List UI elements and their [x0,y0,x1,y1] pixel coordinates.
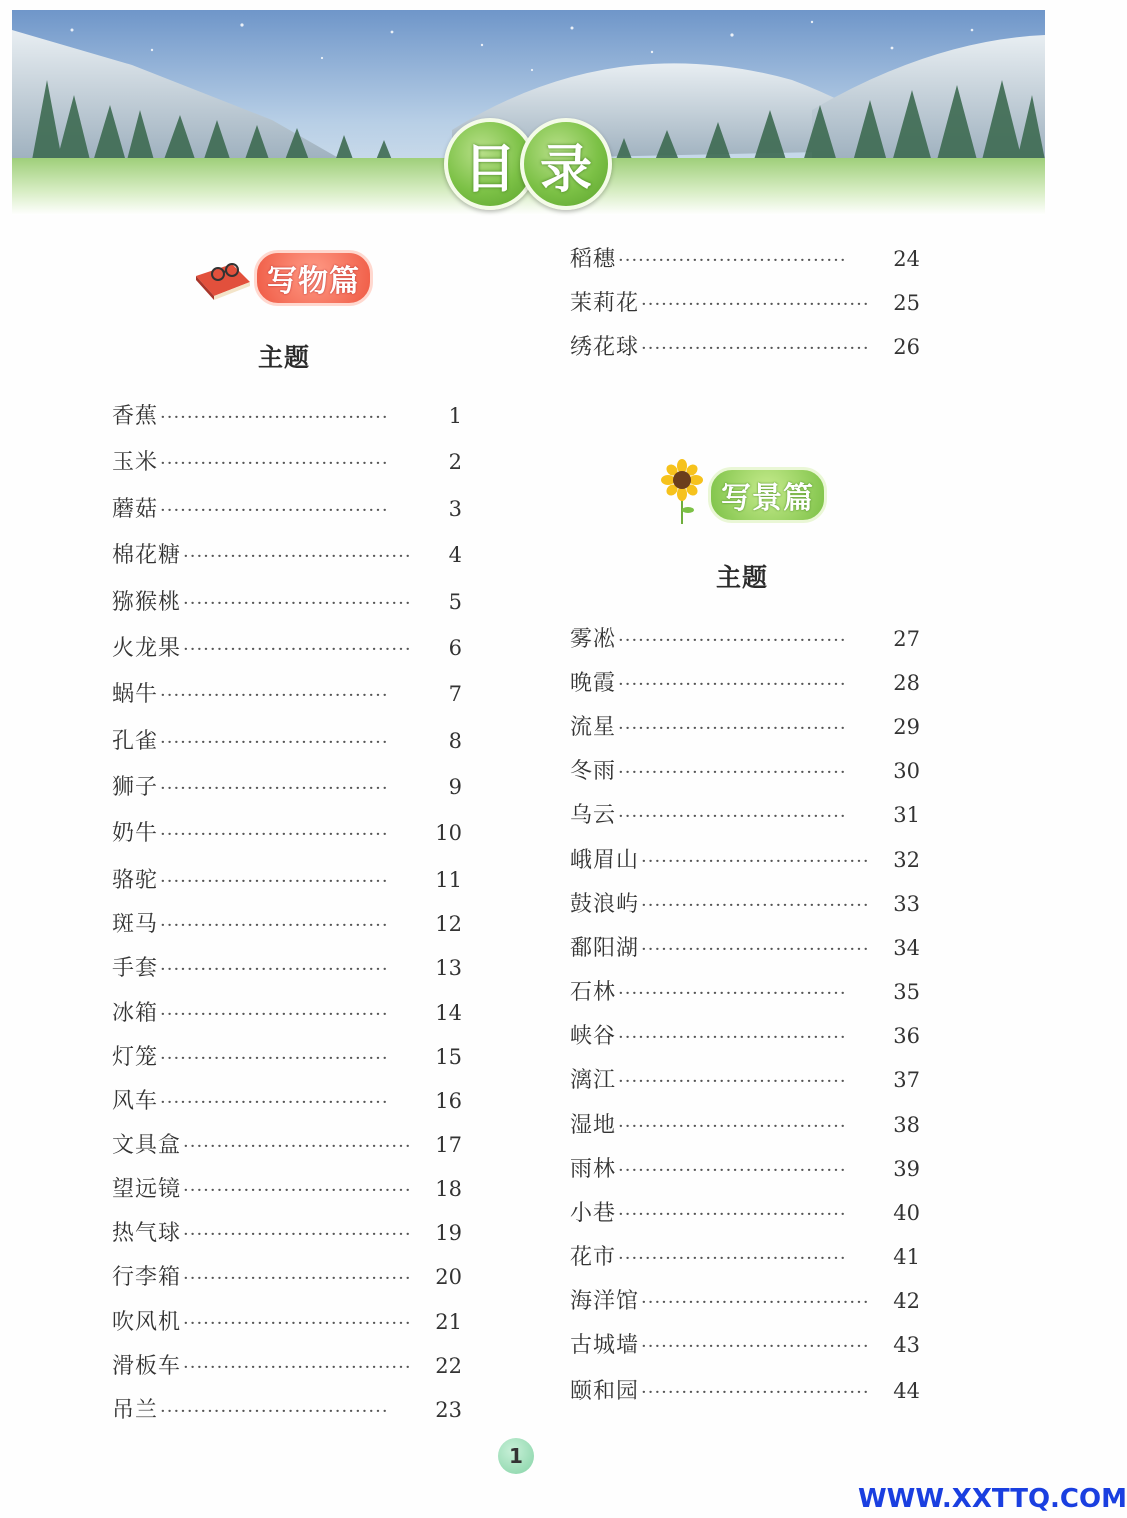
title-char-2: 录 [520,118,612,210]
section-theme-heading: 主题 [258,343,311,372]
toc-item[interactable]: 雨林 ·································· 39 [570,1157,920,1182]
toc-item[interactable]: 鼓浪屿 ·································· 33 [570,892,920,917]
toc-item[interactable]: 手套 ·································· 13 [112,956,462,981]
toc-title [444,118,614,208]
header-banner [12,10,1045,215]
book-glasses-icon [192,252,254,304]
section-theme-heading: 主题 [716,563,769,592]
toc-item[interactable]: 古城墙 ·································· 43 [570,1333,920,1358]
toc-item[interactable]: 乌云 ·································· 31 [570,803,920,828]
toc-item[interactable]: 吹风机 ·································· 21 [112,1310,462,1335]
toc-item[interactable]: 灯笼 ·································· 15 [112,1045,462,1070]
toc-item[interactable]: 稻穗 ·································· 24 [570,247,920,272]
toc-item[interactable]: 望远镜 ·································· 18 [112,1177,462,1202]
toc-item[interactable]: 流星 ·································· 29 [570,715,920,740]
toc-item[interactable]: 骆驼 ·································· 11 [112,868,462,893]
toc-item[interactable]: 海洋馆 ·································· 42 [570,1289,920,1314]
toc-item[interactable]: 棉花糖 ·································· 4 [112,543,462,568]
toc-item[interactable]: 斑马 ·································· 12 [112,912,462,937]
toc-item[interactable]: 鄱阳湖 ·································· 34 [570,936,920,961]
toc-item[interactable]: 蜗牛 ·································· 7 [112,682,462,707]
toc-item[interactable]: 绣花球 ·································· 26 [570,335,920,360]
section-label: 写景篇 [708,467,827,523]
toc-item[interactable]: 颐和园 ·································· 44 [570,1379,920,1404]
toc-item[interactable]: 猕猴桃 ·································· 5 [112,590,462,615]
toc-item[interactable]: 冬雨 ·································· 30 [570,759,920,784]
toc-item[interactable]: 奶牛 ·································· 10 [112,821,462,846]
watermark-link[interactable]: WWW.XXTTQ.COM [858,1484,1127,1514]
toc-item[interactable]: 行李箱 ·································· 20 [112,1265,462,1290]
toc-item[interactable]: 孔雀 ·································· 8 [112,729,462,754]
toc-item[interactable]: 峡谷 ·································· 36 [570,1024,920,1049]
toc-item[interactable]: 滑板车 ·································· 22 [112,1354,462,1379]
toc-item[interactable]: 狮子 ·································· 9 [112,775,462,800]
section-header-writing-objects [192,250,373,306]
toc-item[interactable]: 峨眉山 ·································· 32 [570,848,920,873]
toc-item[interactable]: 雾凇 ·································· 27 [570,627,920,652]
toc-item[interactable]: 晚霞 ·································· 28 [570,671,920,696]
toc-item[interactable]: 冰箱 ·································· 14 [112,1001,462,1026]
toc-item[interactable]: 茉莉花 ·································· 25 [570,291,920,316]
toc-item[interactable]: 玉米 ·································· 2 [112,450,462,475]
toc-item[interactable]: 火龙果 ·································· 6 [112,636,462,661]
toc-item[interactable]: 吊兰 ·································· 23 [112,1398,462,1423]
toc-item[interactable]: 漓江 ·································· 37 [570,1068,920,1093]
section-label: 写物篇 [254,250,373,306]
toc-item[interactable]: 热气球 ·································· 19 [112,1221,462,1246]
sunflower-icon [662,460,702,530]
toc-item[interactable]: 花市 ·································· 41 [570,1245,920,1270]
toc-item[interactable]: 蘑菇 ·································· 3 [112,497,462,522]
toc-item[interactable]: 香蕉 ·································· 1 [112,404,462,429]
toc-item[interactable]: 文具盒 ·································· 17 [112,1133,462,1158]
page-number: 1 [498,1438,534,1474]
title-char-1: 目 [444,118,536,210]
toc-item[interactable]: 湿地 ·································· 38 [570,1113,920,1138]
toc-item[interactable]: 石林 ·································· 35 [570,980,920,1005]
toc-item[interactable]: 小巷 ·································· 40 [570,1201,920,1226]
section-header-writing-scenery [662,460,827,530]
toc-item[interactable]: 风车 ·································· 16 [112,1089,462,1114]
